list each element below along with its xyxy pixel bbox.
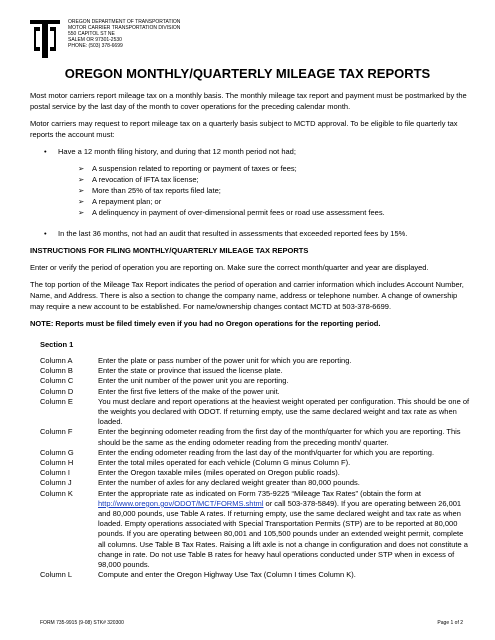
column-row xyxy=(40,376,470,386)
disqualifier-list xyxy=(30,163,470,218)
column-label: Column F xyxy=(40,427,73,437)
column-description: Enter the state or province that issued the license plate. xyxy=(98,366,283,376)
column-description: Enter the beginning odometer reading from the first day of the month/quarter for which you are reporting. This should be the same as the ending odometer reading from the preceding month/ quarter. xyxy=(98,427,461,447)
audit-bullet xyxy=(30,228,470,239)
page-title: OREGON MONTHLY/QUARTERLY MILEAGE TAX REPORTS xyxy=(64,66,431,81)
intro-paragraph: Motor carriers may request to report mileage tax on a quarterly basis subject to MCTD approval. To be eligible to file quarterly tax reports the account must: xyxy=(30,119,458,139)
column-label: Column K xyxy=(40,488,73,498)
column-row xyxy=(40,366,470,376)
agency-line: SALEM OR 97301-2530 xyxy=(68,37,122,44)
column-row xyxy=(40,427,470,447)
agency-line: MOTOR CARRIER TRANSPORTATION DIVISION xyxy=(68,25,181,32)
eligibility-bullet xyxy=(30,146,470,157)
list-item: ➢ A suspension related to reporting or payment of taxes or fees; xyxy=(78,164,297,173)
page-number: Page 1 of 2 xyxy=(437,620,463,626)
column-description: Enter the unit number of the power unit you are reporting. xyxy=(98,376,289,386)
forms-link[interactable]: http://www.oregon.gov/ODOT/MCT/FORMS.shtml xyxy=(98,498,264,508)
column-row xyxy=(40,458,470,468)
arrow-bullet-icon: ➢ xyxy=(78,175,85,184)
arrow-bullet-icon: ➢ xyxy=(78,186,85,195)
column-row xyxy=(40,570,470,580)
column-row xyxy=(40,448,470,458)
bullet-icon: • xyxy=(44,147,47,156)
column-row xyxy=(40,387,470,397)
column-label: Column J xyxy=(40,478,72,488)
form-code: FORM 735-9915 (9-08) STK# 320300 xyxy=(40,620,124,626)
column-row xyxy=(40,468,470,478)
column-row xyxy=(40,489,470,571)
arrow-bullet-icon: ➢ xyxy=(78,197,85,206)
column-label: Column I xyxy=(40,468,71,478)
instructions-paragraph: The top portion of the Mileage Tax Report indicates the period of operation and carrier information which includes Account Number, Name, and Address. There is also a section to change the company name, address or telephone number. A change of ownership may require a new account to be established. For name/ownership changes contact MCTD at 503-378-6699. xyxy=(30,280,464,311)
column-description: You must declare and report operations at the heaviest weight operated per configuration. This should be one of the weights you declared with ODOT. If returning empty, use the same declared weight and tax rate as when loaded. xyxy=(98,396,470,427)
bullet-text: In the last 36 months, not had an audit that resulted in assessments that exceeded reported fees by 15%. xyxy=(58,229,408,238)
bullet-text: Have a 12 month filing history, and during that 12 month period not had; xyxy=(58,147,296,156)
column-label: Column E xyxy=(40,396,73,406)
column-label: Column G xyxy=(40,447,74,457)
column-description: Enter the total miles operated for each vehicle (Column G minus Column F). xyxy=(98,458,351,468)
column-label: Column H xyxy=(40,458,74,468)
column-description: Compute and enter the Oregon Highway Use Tax (Column I times Column K). xyxy=(98,570,356,580)
instructions-heading: INSTRUCTIONS FOR FILING MONTHLY/QUARTERLY MILEAGE TAX REPORTS xyxy=(30,246,309,255)
list-item: ➢ A delinquency in payment of over-dimensional permit fees or road use assessment fees. xyxy=(78,208,385,217)
list-item: ➢ More than 25% of tax reports filed late; xyxy=(78,186,221,195)
odot-logo-icon xyxy=(28,17,62,61)
column-label: Column D xyxy=(40,386,74,396)
column-description: Enter the number of axles for any declared weight greater than 80,000 pounds. xyxy=(98,478,360,488)
agency-line: 550 CAPITOL ST NE xyxy=(68,31,115,38)
arrow-bullet-icon: ➢ xyxy=(78,164,85,173)
column-row xyxy=(40,356,470,366)
column-description: Enter the plate or pass number of the power unit for which you are reporting. xyxy=(98,356,352,365)
list-item: ➢ A revocation of IFTA tax license; xyxy=(78,175,199,184)
column-description: Enter the first five letters of the make of the power unit. xyxy=(98,386,280,396)
column-description: Enter the appropriate rate as indicated on Form 735-9225 “Mileage Tax Rates” (obtain the form at http://www.oregon.gov/ODOT/MCT/FORMS.shtml or call 503-378-5849). If you are operating between 26,001 and 80,000 pounds, use Table A rates. If returning empty, use the same declared weight and tax rate as when loaded. Empty operations associated with Special Transportation Permits (STP) are to be reported at 80,000 pounds. If you are operating between 80,001 and 105,500 pounds under an extended weight permit, complete all columns. Use Table B Tax Rates. Raising a lift axle is not a change in configuration and does not constitute a change in rate. Do not use Table B rates for heavy haul operations conducted under STP when in excess of 98,000 pounds. xyxy=(98,488,468,570)
column-description: Enter the Oregon taxable miles (miles operated on Oregon public roads). xyxy=(98,468,340,478)
agency-line: PHONE: (503) 378-6699 xyxy=(68,43,123,50)
list-item: ➢ A repayment plan; or xyxy=(78,197,162,206)
column-label: Column B xyxy=(40,366,73,376)
agency-header xyxy=(68,19,180,49)
section-heading: Section 1 xyxy=(40,340,74,349)
arrow-bullet-icon: ➢ xyxy=(78,208,85,217)
intro-paragraph: Most motor carriers report mileage tax on a monthly basis. The monthly mileage tax report and payment must be postmarked by the postal service by the last day of the month to cover operations for the preceding calendar month. xyxy=(30,91,467,111)
column-row xyxy=(40,478,470,488)
agency-line: OREGON DEPARTMENT OF TRANSPORTATION xyxy=(68,19,181,25)
bullet-icon: • xyxy=(44,229,47,238)
note-text: NOTE: Reports must be filed timely even if you had no Oregon operations for the reporting period. xyxy=(30,319,381,328)
document-body xyxy=(30,90,470,580)
column-label: Column A xyxy=(40,356,73,365)
column-label: Column L xyxy=(40,570,73,580)
instructions-paragraph: Enter or verify the period of operation you are reporting on. Make sure the correct month/quarter and year are displayed. xyxy=(30,263,429,272)
column-instructions xyxy=(40,356,470,580)
column-description: Enter the ending odometer reading from the last day of the month/quarter for which you are reporting. xyxy=(98,447,435,457)
column-row xyxy=(40,397,470,428)
column-label: Column C xyxy=(40,376,74,386)
